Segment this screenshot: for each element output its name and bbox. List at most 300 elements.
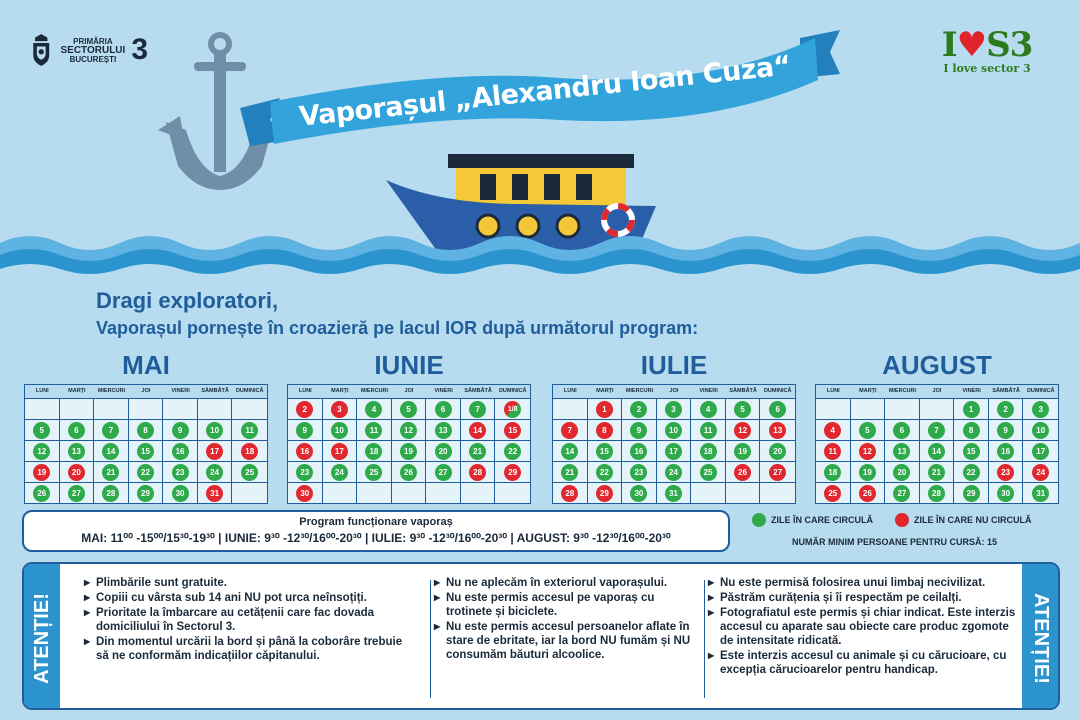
- calendar-cell: [25, 398, 60, 419]
- calendar-grid: [552, 384, 796, 504]
- weekday-header: LUNI: [288, 385, 323, 398]
- weekday-header: LUNI: [25, 385, 60, 398]
- calendar-cell: [60, 482, 95, 503]
- day-running: 6: [68, 422, 85, 439]
- day-running: 8: [137, 422, 154, 439]
- day-running: 2: [997, 401, 1014, 418]
- day-running: 4: [700, 401, 717, 418]
- s3-logo-suffix: S3: [986, 25, 1033, 65]
- weekday-header: JOI: [920, 385, 955, 398]
- day-running: 7: [102, 422, 119, 439]
- day-running: 11: [365, 422, 382, 439]
- calendar-mai: [24, 350, 268, 504]
- calendar-cell: [851, 398, 886, 419]
- calendar-cell: [495, 461, 530, 482]
- day-not-running: 28: [469, 464, 486, 481]
- red-dot-icon: [895, 513, 909, 527]
- attention-label-right: [1022, 564, 1058, 710]
- day-running: 15: [963, 443, 980, 460]
- calendar-august: [815, 350, 1059, 504]
- primaria-logo: [28, 26, 148, 74]
- day-running: 20: [769, 443, 786, 460]
- calendar-cell: [622, 398, 657, 419]
- day-running: 28: [928, 485, 945, 502]
- calendar-cell: [198, 440, 233, 461]
- calendar-cell: [760, 482, 795, 503]
- calendar-cell: [392, 482, 427, 503]
- calendar-cell: [588, 398, 623, 419]
- day-running: 14: [102, 443, 119, 460]
- day-running: 19: [400, 443, 417, 460]
- day-running: 28: [102, 485, 119, 502]
- green-dot-icon: [752, 513, 766, 527]
- rule-item: ▶ Păstrăm curățenia și îi respectăm pe ceilalți.: [708, 591, 1018, 605]
- attention-text-left: ATENȚIE!: [30, 592, 53, 684]
- day-not-running: 12: [859, 443, 876, 460]
- calendar-cell: [461, 440, 496, 461]
- calendar-cell: [495, 398, 530, 419]
- day-running: 3: [1032, 401, 1049, 418]
- weekday-header: MIERCURI: [94, 385, 129, 398]
- day-running: 16: [997, 443, 1014, 460]
- calendar-cell: [954, 419, 989, 440]
- weekday-header: MIERCURI: [885, 385, 920, 398]
- day-not-running: 7: [561, 422, 578, 439]
- calendar-cell: [989, 440, 1024, 461]
- calendar-iunie: [287, 350, 531, 504]
- day-running: 10: [665, 422, 682, 439]
- calendar-cell: [25, 419, 60, 440]
- legend-red: [895, 513, 1032, 527]
- day-running: 10: [206, 422, 223, 439]
- weekday-header: JOI: [392, 385, 427, 398]
- calendar-cell: [25, 440, 60, 461]
- calendar-cell: [622, 482, 657, 503]
- divider: [430, 580, 431, 698]
- day-running: 15: [596, 443, 613, 460]
- calendar-cell: [495, 440, 530, 461]
- day-not-running: 23: [997, 464, 1014, 481]
- day-running: 23: [296, 464, 313, 481]
- rules-column-2: [434, 576, 692, 663]
- rules-column-1: [84, 576, 414, 664]
- day-running: 12: [400, 422, 417, 439]
- day-not-running: 13: [769, 422, 786, 439]
- calendar-cell: [885, 440, 920, 461]
- day-running: 18: [365, 443, 382, 460]
- calendar-cell: [760, 419, 795, 440]
- rules-column-3: [708, 576, 1018, 678]
- day-running: 13: [435, 422, 452, 439]
- day-not-running: 2: [296, 401, 313, 418]
- calendar-cell: [461, 419, 496, 440]
- day-running: 30: [997, 485, 1014, 502]
- rule-item: ▶ Plimbările sunt gratuite.: [84, 576, 414, 590]
- calendar-cell: [588, 419, 623, 440]
- calendar-cell: [622, 461, 657, 482]
- day-running: 22: [596, 464, 613, 481]
- weekday-header: VINERI: [426, 385, 461, 398]
- day-running: 21: [469, 443, 486, 460]
- day-running: 23: [630, 464, 647, 481]
- calendar-cell: [1023, 482, 1058, 503]
- day-running: 23: [172, 464, 189, 481]
- calendar-cell: [357, 461, 392, 482]
- weekday-header: SÂMBĂTĂ: [726, 385, 761, 398]
- day-running: 22: [137, 464, 154, 481]
- calendar-cell: [553, 440, 588, 461]
- calendar-cell: [163, 482, 198, 503]
- intro-text: Vaporașul pornește în croazieră pe lacul IOR după următorul program:: [96, 318, 699, 338]
- day-running: 21: [561, 464, 578, 481]
- day-running: 7: [928, 422, 945, 439]
- calendar-cell: [94, 419, 129, 440]
- calendar-cell: [885, 398, 920, 419]
- weekday-header: MARȚI: [851, 385, 886, 398]
- calendar-cell: [163, 398, 198, 419]
- coat-of-arms-icon: [28, 30, 54, 70]
- calendar-cell: [588, 440, 623, 461]
- calendar-cell: [954, 440, 989, 461]
- calendar-cell: [94, 440, 129, 461]
- day-running: 4: [365, 401, 382, 418]
- calendar-cell: [163, 440, 198, 461]
- calendar-cell: [392, 440, 427, 461]
- calendar-cell: [851, 461, 886, 482]
- day-running: 21: [102, 464, 119, 481]
- weekday-header: LUNI: [816, 385, 851, 398]
- calendar-cell: [1023, 419, 1058, 440]
- day-running: 25: [365, 464, 382, 481]
- weekday-header: DUMINICĂ: [495, 385, 530, 398]
- calendar-cell: [691, 482, 726, 503]
- calendar-cell: [392, 461, 427, 482]
- day-running: 21: [928, 464, 945, 481]
- calendar-cell: [198, 482, 233, 503]
- attention-label-left: [24, 564, 60, 710]
- calendar-cell: [989, 398, 1024, 419]
- rule-item: ▶ Prioritate la îmbarcare au cetățenii care fac dovada domiciliului în Sectorul 3.: [84, 606, 414, 634]
- day-running: 5: [859, 422, 876, 439]
- rule-item: ▶ Fotografiatul este permis și chiar indicat. Este interzis accesul cu aparate sau obiecte care produc zgomote de intensitate ridicată.: [708, 606, 1018, 648]
- calendar-title: IUNIE: [374, 350, 444, 380]
- day-running: 9: [296, 422, 313, 439]
- weekday-header: MARȚI: [60, 385, 95, 398]
- calendar-cell: [726, 440, 761, 461]
- calendar-title: IULIE: [640, 350, 708, 380]
- calendar-cell: [885, 419, 920, 440]
- legend-green-label: ZILE ÎN CARE CIRCULĂ: [771, 515, 873, 525]
- day-running: 12: [33, 443, 50, 460]
- day-not-running: 26: [734, 464, 751, 481]
- calendar-cell: [954, 461, 989, 482]
- calendar-cell: [198, 398, 233, 419]
- day-running: 20: [435, 443, 452, 460]
- calendar-cell: [691, 398, 726, 419]
- calendar-cell: [94, 461, 129, 482]
- rule-item: ▶ Nu este permis accesul pe vaporaș cu trotinete și biciclete.: [434, 591, 692, 619]
- calendar-cell: [691, 419, 726, 440]
- day-running: 3: [665, 401, 682, 418]
- day-not-running: 3: [331, 401, 348, 418]
- day-not-running: 15: [504, 422, 521, 439]
- weekday-header: VINERI: [954, 385, 989, 398]
- calendar-cell: [426, 461, 461, 482]
- weekday-header: MIERCURI: [622, 385, 657, 398]
- banner-title: Vaporașul „Alexandru Ioan Cuza“: [297, 50, 793, 133]
- calendar-cell: [657, 398, 692, 419]
- rule-item: ▶ Nu este permis accesul persoanelor aflate în stare de ebritate, iar la bord NU fumăm și NU consumăm băuturi alcoolice.: [434, 620, 692, 662]
- calendar-cell: [198, 419, 233, 440]
- calendar-cell: [657, 440, 692, 461]
- calendar-cell: [954, 398, 989, 419]
- waves-illustration: [0, 215, 1080, 285]
- day-running: 18: [824, 464, 841, 481]
- calendar-cell: [323, 440, 358, 461]
- program-schedule: MAI: 11⁰⁰ -15⁰⁰/15³⁰-19³⁰ | IUNIE: 9³⁰ -12³⁰/16⁰⁰-20³⁰ | IULIE: 9³⁰ -12³⁰/16⁰⁰-20³⁰ | AUGUST: 9³⁰ -12³⁰/16⁰⁰-20³⁰: [81, 531, 671, 545]
- calendar-cell: [760, 440, 795, 461]
- day-running: 18: [700, 443, 717, 460]
- logo-number: 3: [131, 33, 148, 66]
- calendar-title: AUGUST: [882, 350, 992, 380]
- calendar-cell: [461, 461, 496, 482]
- day-running: 16: [630, 443, 647, 460]
- day-running: 11: [241, 422, 258, 439]
- calendar-cell: [588, 482, 623, 503]
- calendar-cell: [232, 440, 267, 461]
- day-running: 5: [734, 401, 751, 418]
- day-not-running: 20: [68, 464, 85, 481]
- calendar-cell: [323, 398, 358, 419]
- i-love-s3-logo: [932, 25, 1042, 78]
- calendar-cell: [60, 461, 95, 482]
- calendar-cell: [851, 440, 886, 461]
- weekday-header: MIERCURI: [357, 385, 392, 398]
- day-not-running: 19: [33, 464, 50, 481]
- logo-primaria: PRIMĂRIA: [73, 36, 113, 46]
- calendar-cell: [426, 440, 461, 461]
- calendar-cell: [232, 398, 267, 419]
- calendar-cell: [461, 398, 496, 419]
- rule-item: ▶ Este interzis accesul cu animale și cu cărucioare, cu excepția cărucioarelor pentru handicap.: [708, 649, 1018, 677]
- day-running: 25: [700, 464, 717, 481]
- calendar-cell: [885, 461, 920, 482]
- day-running: 20: [893, 464, 910, 481]
- day-running: 9: [997, 422, 1014, 439]
- day-not-running: 25: [824, 485, 841, 502]
- day-not-running: 26: [859, 485, 876, 502]
- day-running: 31: [1032, 485, 1049, 502]
- calendar-cell: [760, 398, 795, 419]
- day-running: 6: [893, 422, 910, 439]
- calendar-title: MAI: [122, 350, 170, 380]
- day-running: 31: [665, 485, 682, 502]
- rule-item: ▶ Nu ne aplecăm în exteriorul vaporașului.: [434, 576, 692, 590]
- calendar-cell: [129, 398, 164, 419]
- legend-red-label: ZILE ÎN CARE NU CIRCULĂ: [914, 515, 1032, 525]
- calendar-cell: [288, 461, 323, 482]
- day-not-running: 29: [596, 485, 613, 502]
- day-not-running: 17: [331, 443, 348, 460]
- calendar-cell: [726, 482, 761, 503]
- calendar-cell: [232, 419, 267, 440]
- day-running: 27: [435, 464, 452, 481]
- day-not-running: 8: [596, 422, 613, 439]
- calendar-cell: [1023, 398, 1058, 419]
- calendar-cell: [553, 398, 588, 419]
- weekday-header: JOI: [657, 385, 692, 398]
- calendar-cell: [553, 419, 588, 440]
- day-not-running: 29: [504, 464, 521, 481]
- calendar-cell: [288, 398, 323, 419]
- divider: [704, 580, 705, 698]
- day-not-running: 28: [561, 485, 578, 502]
- calendar-cell: [989, 461, 1024, 482]
- weekday-header: SÂMBĂTĂ: [989, 385, 1024, 398]
- day-not-running: 16: [296, 443, 313, 460]
- calendar-cell: [357, 482, 392, 503]
- day-running: 25: [241, 464, 258, 481]
- logo-text: [60, 37, 125, 64]
- calendar-iulie: [552, 350, 796, 504]
- weekday-header: LUNI: [553, 385, 588, 398]
- calendar-cell: [25, 461, 60, 482]
- calendar-cell: [232, 461, 267, 482]
- logo-bucuresti: BUCUREȘTI: [69, 54, 117, 64]
- day-running: 5: [400, 401, 417, 418]
- calendar-cell: [288, 440, 323, 461]
- day-running: 13: [893, 443, 910, 460]
- day-running: 13: [68, 443, 85, 460]
- attention-text-right: ATENȚIE!: [1029, 592, 1052, 684]
- calendar-cell: [1023, 440, 1058, 461]
- day-running: 11: [700, 422, 717, 439]
- day-running: 22: [963, 464, 980, 481]
- calendar-cell: [816, 482, 851, 503]
- calendar-cell: [816, 419, 851, 440]
- calendar-cell: [129, 482, 164, 503]
- calendar-cell: [920, 398, 955, 419]
- logo-sectorului: SECTORULUI: [60, 44, 126, 56]
- day-running: 5: [33, 422, 50, 439]
- calendar-cell: [288, 419, 323, 440]
- day-running: 15: [137, 443, 154, 460]
- calendar-cell: [657, 461, 692, 482]
- day-running: 26: [400, 464, 417, 481]
- calendar-cell: [426, 482, 461, 503]
- calendar-cell: [163, 461, 198, 482]
- calendar-cell: [495, 419, 530, 440]
- calendar-cell: [232, 482, 267, 503]
- legend-green: [752, 513, 873, 527]
- day-running: 2: [630, 401, 647, 418]
- calendar-cell: [989, 419, 1024, 440]
- calendar-cell: [657, 419, 692, 440]
- day-not-running: 12: [734, 422, 751, 439]
- day-running: 10: [1032, 422, 1049, 439]
- calendar-cell: [198, 461, 233, 482]
- day-not-running: 31: [206, 485, 223, 502]
- day-not-running: 17: [206, 443, 223, 460]
- day-running: 24: [331, 464, 348, 481]
- calendar-cell: [94, 398, 129, 419]
- rule-item: ▶ Din momentul urcării la bord și până la coborâre trebuie să ne conformăm indicațiilor căpitanului.: [84, 635, 414, 663]
- day-running: 30: [630, 485, 647, 502]
- calendar-cell: [622, 440, 657, 461]
- calendar-cell: [495, 482, 530, 503]
- calendar-cell: [94, 482, 129, 503]
- calendar-grid: [287, 384, 531, 504]
- day-not-running: 11: [824, 443, 841, 460]
- calendar-cell: [288, 482, 323, 503]
- calendar-grid: [24, 384, 268, 504]
- calendar-cell: [726, 419, 761, 440]
- day-running: 14: [561, 443, 578, 460]
- calendar-cell: [760, 461, 795, 482]
- day-running: 30: [172, 485, 189, 502]
- weekday-header: DUMINICĂ: [232, 385, 267, 398]
- calendar-cell: [816, 461, 851, 482]
- calendar-cell: [129, 440, 164, 461]
- weekday-header: VINERI: [691, 385, 726, 398]
- calendar-cell: [129, 461, 164, 482]
- legend: [752, 513, 1062, 547]
- calendar-cell: [691, 461, 726, 482]
- calendar-cell: [851, 419, 886, 440]
- heart-icon: ♥: [956, 25, 987, 65]
- calendar-cell: [851, 482, 886, 503]
- calendar-cell: [989, 482, 1024, 503]
- calendar-cell: [323, 482, 358, 503]
- day-split: 1/8: [504, 401, 521, 418]
- weekday-header: SÂMBĂTĂ: [198, 385, 233, 398]
- calendar-cell: [60, 398, 95, 419]
- calendar-cell: [920, 482, 955, 503]
- day-not-running: 18: [241, 443, 258, 460]
- calendar-cell: [392, 398, 427, 419]
- day-not-running: 27: [769, 464, 786, 481]
- rule-item: ▶ Copiii cu vârsta sub 14 ani NU pot urca neînsoțiți.: [84, 591, 414, 605]
- greeting: Dragi exploratori,: [96, 288, 279, 313]
- calendar-cell: [920, 419, 955, 440]
- s3-logo-tagline: I love sector 3: [943, 62, 1031, 75]
- weekday-header: MARȚI: [588, 385, 623, 398]
- day-running: 17: [1032, 443, 1049, 460]
- attention-box: [22, 562, 1060, 710]
- calendar-cell: [1023, 461, 1058, 482]
- weekday-header: MARȚI: [323, 385, 358, 398]
- calendar-cell: [392, 419, 427, 440]
- calendar-cell: [622, 419, 657, 440]
- calendar-cell: [426, 398, 461, 419]
- day-running: 29: [137, 485, 154, 502]
- day-running: 7: [469, 401, 486, 418]
- day-running: 27: [893, 485, 910, 502]
- calendar-cell: [129, 419, 164, 440]
- calendar-cell: [816, 398, 851, 419]
- calendar-cell: [726, 461, 761, 482]
- calendar-cell: [323, 419, 358, 440]
- day-running: 24: [665, 464, 682, 481]
- calendar-cell: [553, 482, 588, 503]
- min-persons: NUMĂR MINIM PERSOANE PENTRU CURSĂ: 15: [792, 537, 998, 547]
- day-running: 1: [963, 401, 980, 418]
- day-running: 16: [172, 443, 189, 460]
- calendar-cell: [60, 419, 95, 440]
- day-running: 6: [769, 401, 786, 418]
- day-running: 29: [963, 485, 980, 502]
- calendar-cell: [461, 482, 496, 503]
